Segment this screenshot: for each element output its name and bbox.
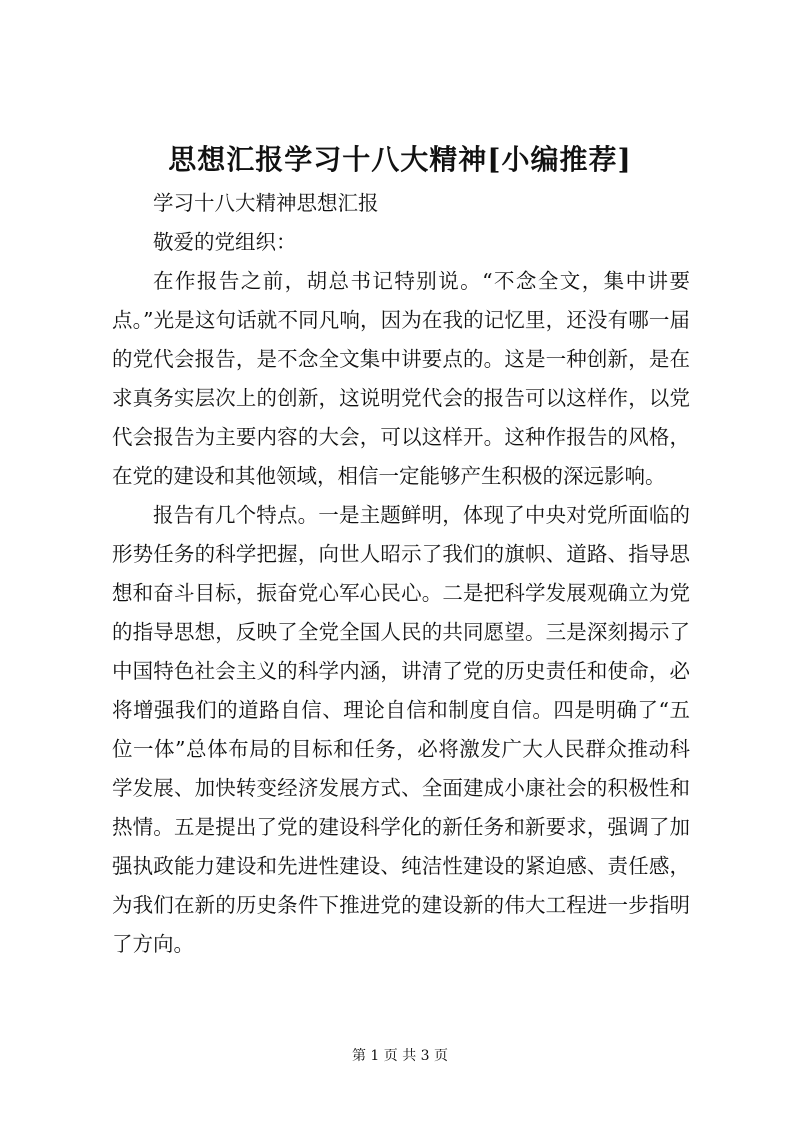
document-body <box>112 184 690 964</box>
document-title: 思想汇报学习十八大精神[小编推荐] <box>168 143 632 176</box>
subtitle-line: 学习十八大精神思想汇报 <box>153 191 379 215</box>
salutation-line: 敬爱的党组织： <box>153 230 297 254</box>
body-paragraph-2: 报告有几个特点。一是主题鲜明，体现了中央对党所面临的形势任务的科学把握，向世人昭示了我们的旗帜、道路、指导思想和奋斗目标，振奋党心军心民心。二是把科学发展观确立为党的指导思想，反映了全党全国人民的共同愿望。三是深刻揭示了中国特色社会主义的科学内涵，讲清了党的历史责任和使命，必将增强我们的道路自信、理论自信和制度自信。四是明确了“五位一体”总体布局的目标和任务，必将激发广大人民群众推动科学发展、加快转变经济发展方式、全面建成小康社会的积极性和热情。五是提出了党的建设科学化的新任务和新要求，强调了加强执政能力建设和先进性建设、纯洁性建设的紧迫感、责任感，为我们在新的历史条件下推进党的建设新的伟大工程进一步指明了方向。 <box>112 503 690 956</box>
page-number-footer: 第 1 页 共 3 页 <box>351 1048 449 1064</box>
body-paragraph-1: 在作报告之前，胡总书记特别说。“不念全文，集中讲要点。”光是这句话就不同凡响，因为在我的记忆里，还没有哪一届的党代会报告，是不念全文集中讲要点的。这是一种创新，是在求真务实层次上的创新，这说明党代会的报告可以这样作，以党代会报告为主要内容的大会，可以这样开。这种作报告的风格，在党的建设和其他领域，相信一定能够产生积极的深远影响。 <box>112 269 690 488</box>
